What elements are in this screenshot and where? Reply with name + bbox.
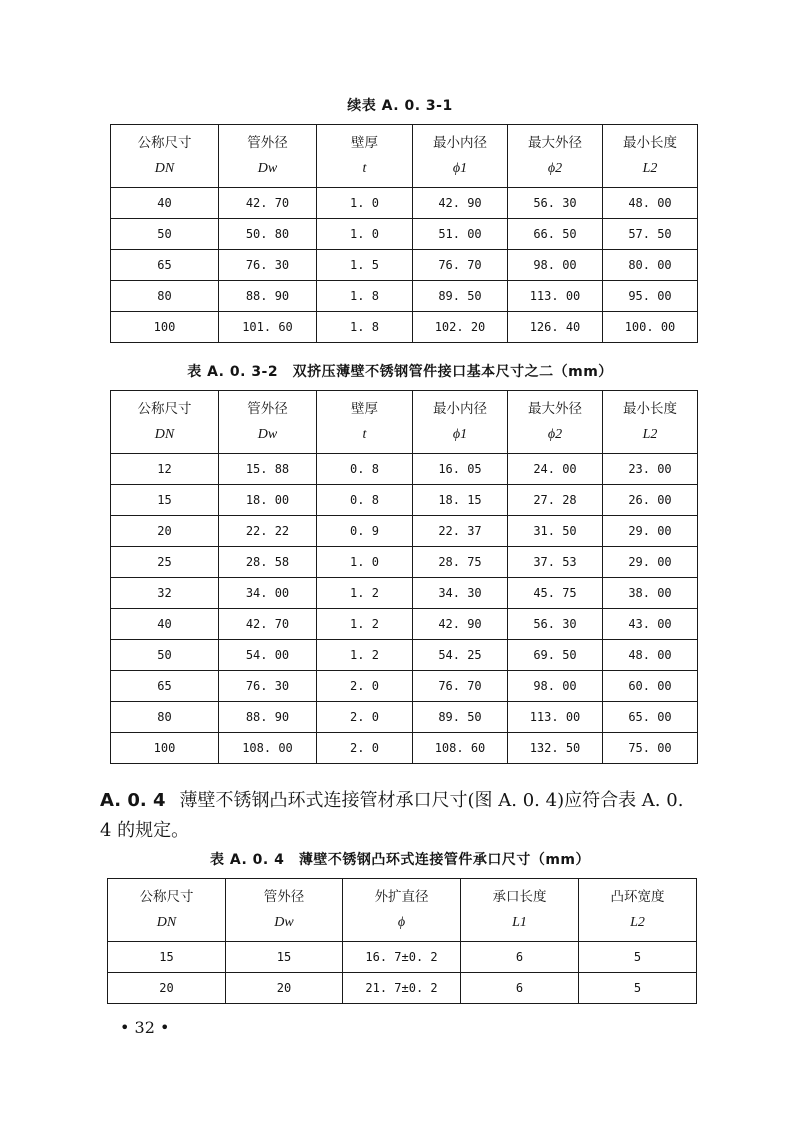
table-cell: 29. 00: [603, 516, 698, 547]
table3-header-symbol: Dw: [274, 915, 294, 930]
table3-header-label: 承口长度: [492, 889, 547, 905]
table1-header-cell: [111, 125, 219, 188]
table-cell: 1. 2: [317, 609, 413, 640]
table-cell: 1. 8: [317, 281, 413, 312]
table2-header-label: 最小长度: [623, 401, 677, 417]
table-cell: 56. 30: [508, 609, 603, 640]
table-cell: 26. 00: [603, 485, 698, 516]
table-cell: 20: [111, 516, 219, 547]
table-cell: 40: [111, 609, 219, 640]
table-cell: 69. 50: [508, 640, 603, 671]
table-cell: 16. 7±0. 2: [343, 942, 461, 973]
table-cell: 22. 22: [219, 516, 317, 547]
table-cell: 28. 75: [413, 547, 508, 578]
table-cell: 51. 00: [413, 219, 508, 250]
table-cell: 18. 00: [219, 485, 317, 516]
table-cell: 32: [111, 578, 219, 609]
table-cell: 65: [111, 671, 219, 702]
table2-header-label: 壁厚: [351, 401, 378, 417]
table-cell: 45. 75: [508, 578, 603, 609]
table3-header-label: 凸环宽度: [610, 889, 665, 905]
table-cell: 66. 50: [508, 219, 603, 250]
table-cell: 0. 9: [317, 516, 413, 547]
table-row: [111, 485, 698, 516]
table-cell: 76. 30: [219, 671, 317, 702]
table3-header-cell: [343, 879, 461, 942]
table2-header-label: 最大外径: [528, 401, 582, 417]
table-cell: 101. 60: [219, 312, 317, 343]
table-cell: 38. 00: [603, 578, 698, 609]
table2-caption: 表 A. 0. 3-2 双挤压薄壁不锈钢管件接口基本尺寸之二（mm）: [187, 364, 613, 380]
table-cell: 1. 0: [317, 188, 413, 219]
table-cell: 42. 70: [219, 609, 317, 640]
table2-header-symbol: t: [362, 427, 367, 442]
table-cell: 76. 70: [413, 250, 508, 281]
table-cell: 34. 00: [219, 578, 317, 609]
table-cell: 54. 25: [413, 640, 508, 671]
table-cell: 12: [111, 454, 219, 485]
table1-header-cell: [508, 125, 603, 188]
table-cell: 48. 00: [603, 188, 698, 219]
table-row: [111, 516, 698, 547]
table3: [107, 878, 697, 1004]
table-cell: 108. 60: [413, 733, 508, 764]
table-cell: 48. 00: [603, 640, 698, 671]
clause-number: A. 0. 4: [100, 790, 166, 811]
table2-header-symbol: ϕ1: [452, 427, 468, 442]
table1-caption: 续表 A. 0. 3-1: [347, 98, 453, 114]
table-cell: 80: [111, 281, 219, 312]
table-cell: 27. 28: [508, 485, 603, 516]
table-cell: 65. 00: [603, 702, 698, 733]
table2-header-label: 最小内径: [433, 401, 487, 417]
table2-header-symbol: DN: [154, 427, 175, 442]
table-row: [111, 578, 698, 609]
clause-text: 薄壁不锈钢凸环式连接管材承口尺寸(图 A. 0. 4)应符合表 A. 0. 4 的规定。: [100, 790, 684, 841]
table1-header-cell: [317, 125, 413, 188]
page-number: • 32 •: [120, 1018, 170, 1037]
table-cell: 31. 50: [508, 516, 603, 547]
table1-header-symbol: ϕ1: [452, 161, 468, 176]
table-cell: 50: [111, 219, 219, 250]
table3-header-cell: [108, 879, 226, 942]
table-cell: 113. 00: [508, 281, 603, 312]
table-row: [111, 609, 698, 640]
table1-header-symbol: ϕ2: [547, 161, 563, 176]
table3-header-cell: [226, 879, 343, 942]
table-cell: 89. 50: [413, 281, 508, 312]
table2-header-cell: [413, 391, 508, 454]
clause-paragraph: [100, 786, 700, 846]
table-cell: 1. 5: [317, 250, 413, 281]
table-cell: 88. 90: [219, 281, 317, 312]
table1-header-label: 最大外径: [528, 135, 582, 151]
table-cell: 76. 30: [219, 250, 317, 281]
table1: [110, 124, 698, 343]
table1-header-label: 最小内径: [433, 135, 487, 151]
table3-header-label: 外扩直径: [374, 889, 429, 905]
table2-header-row: [111, 391, 698, 454]
table-cell: 100. 00: [603, 312, 698, 343]
table-cell: 76. 70: [413, 671, 508, 702]
table-cell: 18. 15: [413, 485, 508, 516]
table-cell: 25: [111, 547, 219, 578]
table-cell: 113. 00: [508, 702, 603, 733]
table-cell: 75. 00: [603, 733, 698, 764]
table-cell: 126. 40: [508, 312, 603, 343]
table-cell: 24. 00: [508, 454, 603, 485]
table-row: [111, 671, 698, 702]
table-cell: 80. 00: [603, 250, 698, 281]
table-cell: 56. 30: [508, 188, 603, 219]
table-cell: 40: [111, 188, 219, 219]
table-cell: 132. 50: [508, 733, 603, 764]
table3-header-cell: [579, 879, 697, 942]
table3-header-symbol: DN: [156, 915, 177, 930]
table-cell: 50. 80: [219, 219, 317, 250]
table3-header-symbol: L1: [512, 915, 527, 930]
table3-header-cell: [461, 879, 579, 942]
table-row: [108, 942, 697, 973]
table-cell: 2. 0: [317, 702, 413, 733]
table-cell: 21. 7±0. 2: [343, 973, 461, 1004]
table1-body: [111, 188, 698, 343]
table-cell: 5: [579, 973, 697, 1004]
table-cell: 43. 00: [603, 609, 698, 640]
table2-header-symbol: ϕ2: [547, 427, 563, 442]
table-cell: 1. 2: [317, 578, 413, 609]
table-cell: 20: [108, 973, 226, 1004]
table1-header-symbol: DN: [154, 161, 175, 176]
table-cell: 102. 20: [413, 312, 508, 343]
table-row: [111, 281, 698, 312]
table3-header-label: 管外径: [263, 889, 305, 905]
table-cell: 2. 0: [317, 671, 413, 702]
table-row: [111, 702, 698, 733]
table1-header-symbol: Dw: [257, 161, 278, 176]
table3-header-symbol: L2: [630, 915, 645, 930]
table1-header-row: [111, 125, 698, 188]
table1-header-label: 公称尺寸: [137, 135, 192, 151]
table1-header-cell: [603, 125, 698, 188]
table1-header-label: 管外径: [247, 135, 288, 151]
table-cell: 42. 90: [413, 609, 508, 640]
table-cell: 15: [226, 942, 343, 973]
table2-header-cell: [219, 391, 317, 454]
table-cell: 95. 00: [603, 281, 698, 312]
table-cell: 1. 0: [317, 547, 413, 578]
table-cell: 16. 05: [413, 454, 508, 485]
table-cell: 6: [461, 973, 579, 1004]
table2-body: [111, 454, 698, 764]
table-row: [111, 219, 698, 250]
table1-header-label: 壁厚: [351, 135, 378, 151]
table-row: [108, 973, 697, 1004]
table-cell: 0. 8: [317, 454, 413, 485]
table2-header-cell: [603, 391, 698, 454]
table-row: [111, 547, 698, 578]
table2-header-symbol: Dw: [257, 427, 278, 442]
table2-header-label: 管外径: [247, 401, 288, 417]
table-cell: 34. 30: [413, 578, 508, 609]
table3-header-symbol: ϕ: [397, 915, 406, 930]
table-cell: 37. 53: [508, 547, 603, 578]
table-cell: 15: [111, 485, 219, 516]
table-row: [111, 312, 698, 343]
table-cell: 89. 50: [413, 702, 508, 733]
table1-header-symbol: L2: [642, 161, 658, 176]
table-cell: 15: [108, 942, 226, 973]
table-cell: 6: [461, 942, 579, 973]
table-cell: 42. 90: [413, 188, 508, 219]
table-row: [111, 640, 698, 671]
table3-header-label: 公称尺寸: [139, 889, 194, 905]
table2-header-cell: [508, 391, 603, 454]
table-cell: 0. 8: [317, 485, 413, 516]
table-cell: 29. 00: [603, 547, 698, 578]
table2-header-cell: [317, 391, 413, 454]
table-cell: 1. 8: [317, 312, 413, 343]
table3-header-row: [108, 879, 697, 942]
table-cell: 1. 2: [317, 640, 413, 671]
table-cell: 88. 90: [219, 702, 317, 733]
table1-header-cell: [219, 125, 317, 188]
table3-caption: 表 A. 0. 4 薄壁不锈钢凸环式连接管件承口尺寸（mm）: [209, 852, 590, 868]
table-cell: 80: [111, 702, 219, 733]
table-cell: 98. 00: [508, 250, 603, 281]
table1-header-label: 最小长度: [623, 135, 677, 151]
table-row: [111, 454, 698, 485]
table-cell: 2. 0: [317, 733, 413, 764]
table-cell: 5: [579, 942, 697, 973]
table-cell: 108. 00: [219, 733, 317, 764]
table-cell: 65: [111, 250, 219, 281]
table-cell: 15. 88: [219, 454, 317, 485]
table1-header-cell: [413, 125, 508, 188]
table-cell: 22. 37: [413, 516, 508, 547]
table-cell: 100: [111, 733, 219, 764]
table-cell: 20: [226, 973, 343, 1004]
table-row: [111, 733, 698, 764]
table-cell: 28. 58: [219, 547, 317, 578]
table-cell: 100: [111, 312, 219, 343]
table3-body: [108, 942, 697, 1004]
table-cell: 42. 70: [219, 188, 317, 219]
table-cell: 60. 00: [603, 671, 698, 702]
table2-header-cell: [111, 391, 219, 454]
table-row: [111, 250, 698, 281]
table1-header-symbol: t: [362, 161, 367, 176]
table-cell: 1. 0: [317, 219, 413, 250]
table2-header-label: 公称尺寸: [137, 401, 192, 417]
table-row: [111, 188, 698, 219]
table2: [110, 390, 698, 764]
table-cell: 57. 50: [603, 219, 698, 250]
table-cell: 23. 00: [603, 454, 698, 485]
table-cell: 98. 00: [508, 671, 603, 702]
table-cell: 50: [111, 640, 219, 671]
table2-header-symbol: L2: [642, 427, 658, 442]
table-cell: 54. 00: [219, 640, 317, 671]
